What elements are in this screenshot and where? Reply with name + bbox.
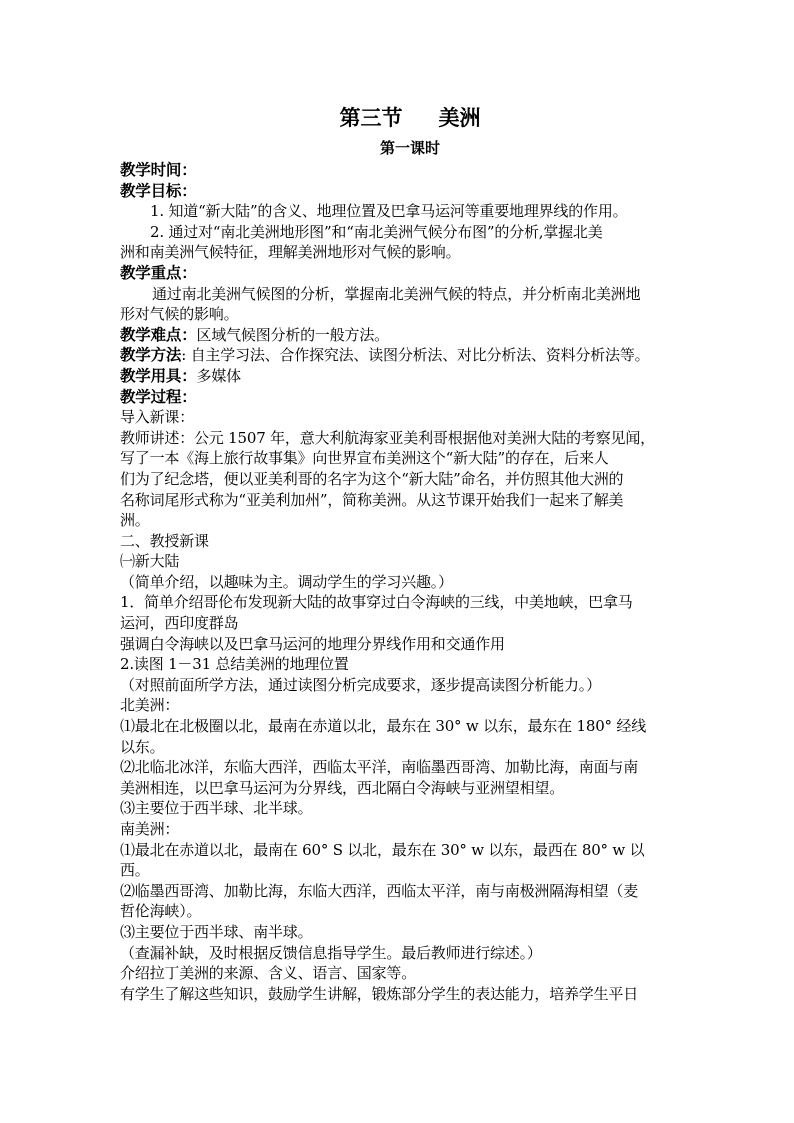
- intro-heading: 导入新课：: [120, 408, 195, 427]
- paragraph-line: 美洲相连，以巴拿马运河为分界线，西北隔白令海峡与亚洲望相望。: [120, 778, 565, 797]
- paragraph-line: 西。: [120, 861, 150, 880]
- north-america-heading: 北美洲：: [120, 696, 180, 715]
- paragraph-line: （简单介绍，以趣味为主。调动学生的学习兴趣。）: [120, 572, 453, 591]
- goal-1: 1. 知道“新大陆”的含义、地理位置及巴拿马运河等重要地理界线的作用。: [150, 202, 628, 221]
- heading-teaching-goals: 教学目标：: [120, 180, 197, 200]
- paragraph-line: ⑵临墨西哥湾、加勒比海，东临大西洋，西临太平洋，南与南极洲隔海相望（麦: [120, 881, 639, 900]
- heading-process: 教学过程：: [120, 386, 197, 406]
- subsection-heading: ㈠新大陆: [120, 552, 180, 571]
- document-body: [120, 160, 680, 1004]
- heading-difficulty: 教学难点：区域气候图分析的一般方法。: [120, 324, 389, 344]
- paragraph-line: 教师讲述：公元 1507 年，意大利航海家亚美利哥根据他对美洲大陆的考察见闻，: [120, 428, 655, 447]
- paragraph-line: 2.读图 1－31 总结美洲的地理位置: [120, 655, 349, 674]
- document-page: [120, 100, 680, 1004]
- section-heading: 二、教授新课: [120, 531, 209, 550]
- goal-2-cont: 洲和南美洲气候特征，理解美洲地形对气候的影响。: [120, 243, 461, 262]
- paragraph-line: ⑶主要位于西半球、南半球。: [120, 922, 313, 941]
- paragraph-line: 1．简单介绍哥伦布发现新大陆的故事穿过白令海峡的三线，中美地峡，巴拿马: [120, 593, 633, 612]
- paragraph-line: ⑴最北在赤道以北，最南在 60° S 以北，最东在 30° w 以东，最西在 80° w 以: [120, 840, 645, 859]
- heading-tools: 教学用具：多媒体: [120, 365, 241, 385]
- paragraph-line: ⑵北临北冰洋，东临大西洋，西临太平洋，南临墨西哥湾、加勒比海，南面与南: [120, 758, 639, 777]
- paragraph-line: 以东。: [120, 737, 165, 756]
- title-section: 第三节: [339, 105, 403, 130]
- title-topic: 美洲: [438, 105, 481, 130]
- paragraph-line: 哲伦海峡）。: [120, 902, 202, 921]
- paragraph-line: 写了一本《海上旅行故事集》向世界宣布美洲这个“新大陆”的存在，后来人: [120, 449, 609, 468]
- paragraph-line: 强调白令海峡以及巴拿马运河的地理分界线作用和交通作用: [120, 634, 505, 653]
- paragraph-line: 有学生了解这些知识，鼓励学生讲解，锻炼部分学生的表达能力，培养学生平日: [120, 984, 639, 1003]
- heading-methods: 教学方法: 自主学习法、合作探究法、读图分析法、对比分析法、资料分析法等。: [120, 345, 650, 365]
- key-points-cont: 形对气候的影响。: [120, 305, 239, 324]
- key-points-text: 通过南北美洲气候图的分析，掌握南北美洲气候的特点，并分析南北美洲地: [152, 284, 641, 303]
- page-subtitle: 第一课时: [379, 139, 440, 157]
- paragraph-line: 名称词尾形式称为“亚美利加州”，简称美洲。从这节课开始我们一起来了解美: [120, 490, 624, 509]
- paragraph-line: ⑶主要位于西半球、北半球。: [120, 799, 313, 818]
- paragraph-line: 洲。: [120, 511, 150, 530]
- south-america-heading: 南美洲：: [120, 820, 180, 838]
- paragraph-line: ⑴最北在北极圈以北，最南在赤道以北，最东在 30° w 以东，最东在 180° 经线: [120, 717, 647, 736]
- paragraph-line: 运河，西印度群岛: [120, 614, 239, 633]
- goal-2: 2. 通过对“南北美洲地形图”和“南北美洲气候分布图”的分析,掌握北美: [150, 222, 603, 241]
- paragraph-line: 介绍拉丁美洲的来源、含义、语言、国家等。: [120, 964, 417, 983]
- heading-teaching-time: 教学时间：: [120, 160, 197, 179]
- paragraph-line: （对照前面所学方法，通过读图分析完成要求，逐步提高读图分析能力。）: [120, 675, 601, 694]
- paragraph-line: （查漏补缺，及时根据反馈信息指导学生。最后教师进行综述。）: [120, 943, 542, 962]
- page-title: [140, 100, 680, 136]
- heading-key-points: 教学重点：: [120, 262, 197, 282]
- paragraph-line: 们为了纪念塔，便以亚美利哥的名字为这个“新大陆”命名，并仿照其他大洲的: [120, 469, 624, 488]
